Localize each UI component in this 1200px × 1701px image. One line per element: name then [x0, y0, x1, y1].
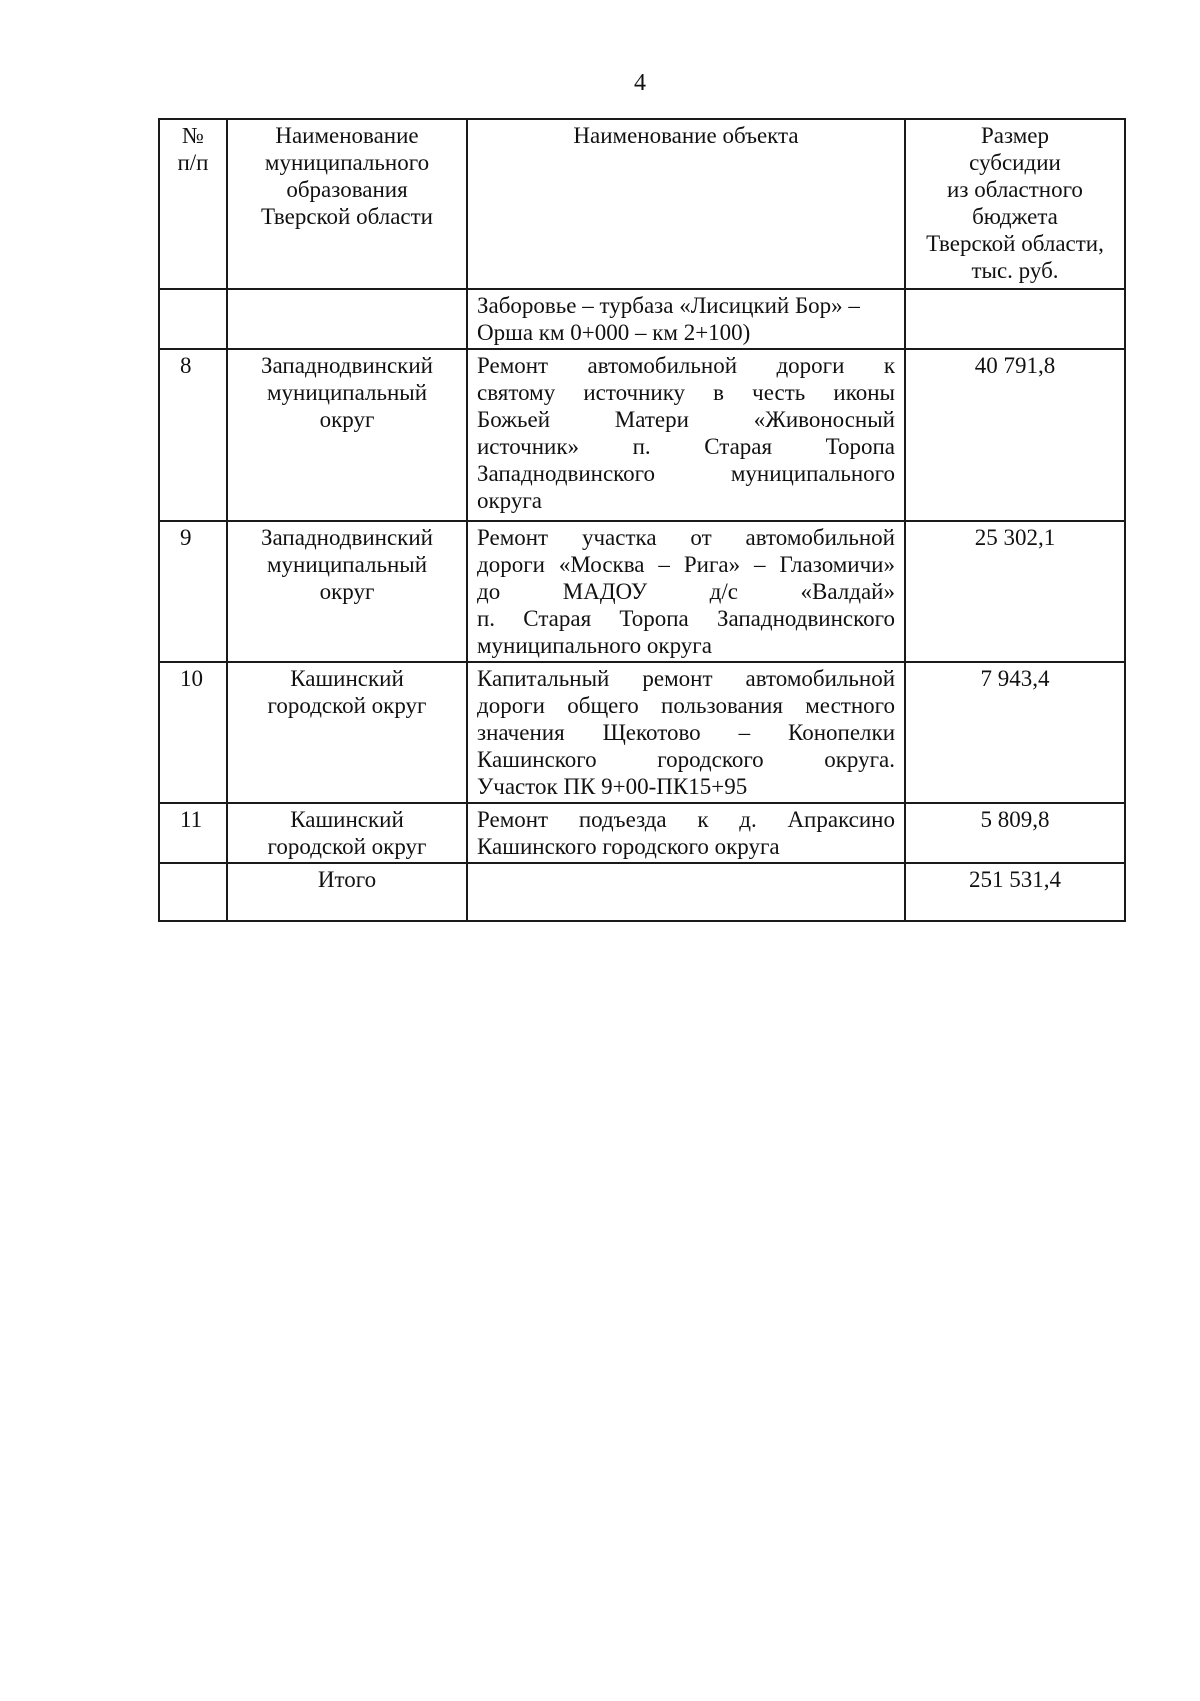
- cell-object: [467, 863, 905, 921]
- table-row: [159, 803, 1125, 863]
- cell-num: 9: [159, 521, 227, 662]
- cell-amount: 7 943,4: [905, 662, 1125, 803]
- table-row: [159, 349, 1125, 521]
- cell-amount: 5 809,8: [905, 803, 1125, 863]
- total-label: Итого: [227, 863, 467, 921]
- cell-num: 8: [159, 349, 227, 521]
- cell-amount: [905, 289, 1125, 349]
- header-subsidy: Размер субсидии из областного бюджета Тверской области, тыс. руб.: [905, 119, 1125, 289]
- cell-municipality: Западнодвинский муниципальный округ: [227, 521, 467, 662]
- cell-object: Ремонт участка от автомобильной дороги «Москва – Рига» – Глазомичи» до МАДОУ д/с «Валдай» п. Старая Торопа Западнодвинского муниципального округа: [467, 521, 905, 662]
- header-num: № п/п: [159, 119, 227, 289]
- cell-municipality: Кашинский городской округ: [227, 803, 467, 863]
- header-object: Наименование объекта: [467, 119, 905, 289]
- cell-num: [159, 863, 227, 921]
- table-total-row: [159, 863, 1125, 921]
- total-amount: 251 531,4: [905, 863, 1125, 921]
- cell-municipality: [227, 289, 467, 349]
- page-number: 4: [634, 70, 646, 96]
- cell-amount: 25 302,1: [905, 521, 1125, 662]
- cell-municipality: Кашинский городской округ: [227, 662, 467, 803]
- cell-object: Капитальный ремонт автомобильной дороги общего пользования местного значения Щекотово – Конопелки Кашинского городского округа. Участок ПК 9+00-ПК15+95: [467, 662, 905, 803]
- header-municipality: Наименование муниципального образования Тверской области: [227, 119, 467, 289]
- cell-municipality: Западнодвинский муниципальный округ: [227, 349, 467, 521]
- table-row: [159, 521, 1125, 662]
- cell-amount: 40 791,8: [905, 349, 1125, 521]
- table-row-continuation: [159, 289, 1125, 349]
- table-header-row: [159, 119, 1125, 289]
- subsidy-table: [158, 118, 1126, 922]
- cell-num: 11: [159, 803, 227, 863]
- cell-num: [159, 289, 227, 349]
- cell-object: Заборовье – турбаза «Лисицкий Бор» – Орша км 0+000 – км 2+100): [467, 289, 905, 349]
- cell-object: Ремонт автомобильной дороги к святому источнику в честь иконы Божьей Матери «Живоносный источник» п. Старая Торопа Западнодвинского муниципального округа: [467, 349, 905, 521]
- cell-object: Ремонт подъезда к д. Апраксино Кашинского городского округа: [467, 803, 905, 863]
- cell-num: 10: [159, 662, 227, 803]
- table-row: [159, 662, 1125, 803]
